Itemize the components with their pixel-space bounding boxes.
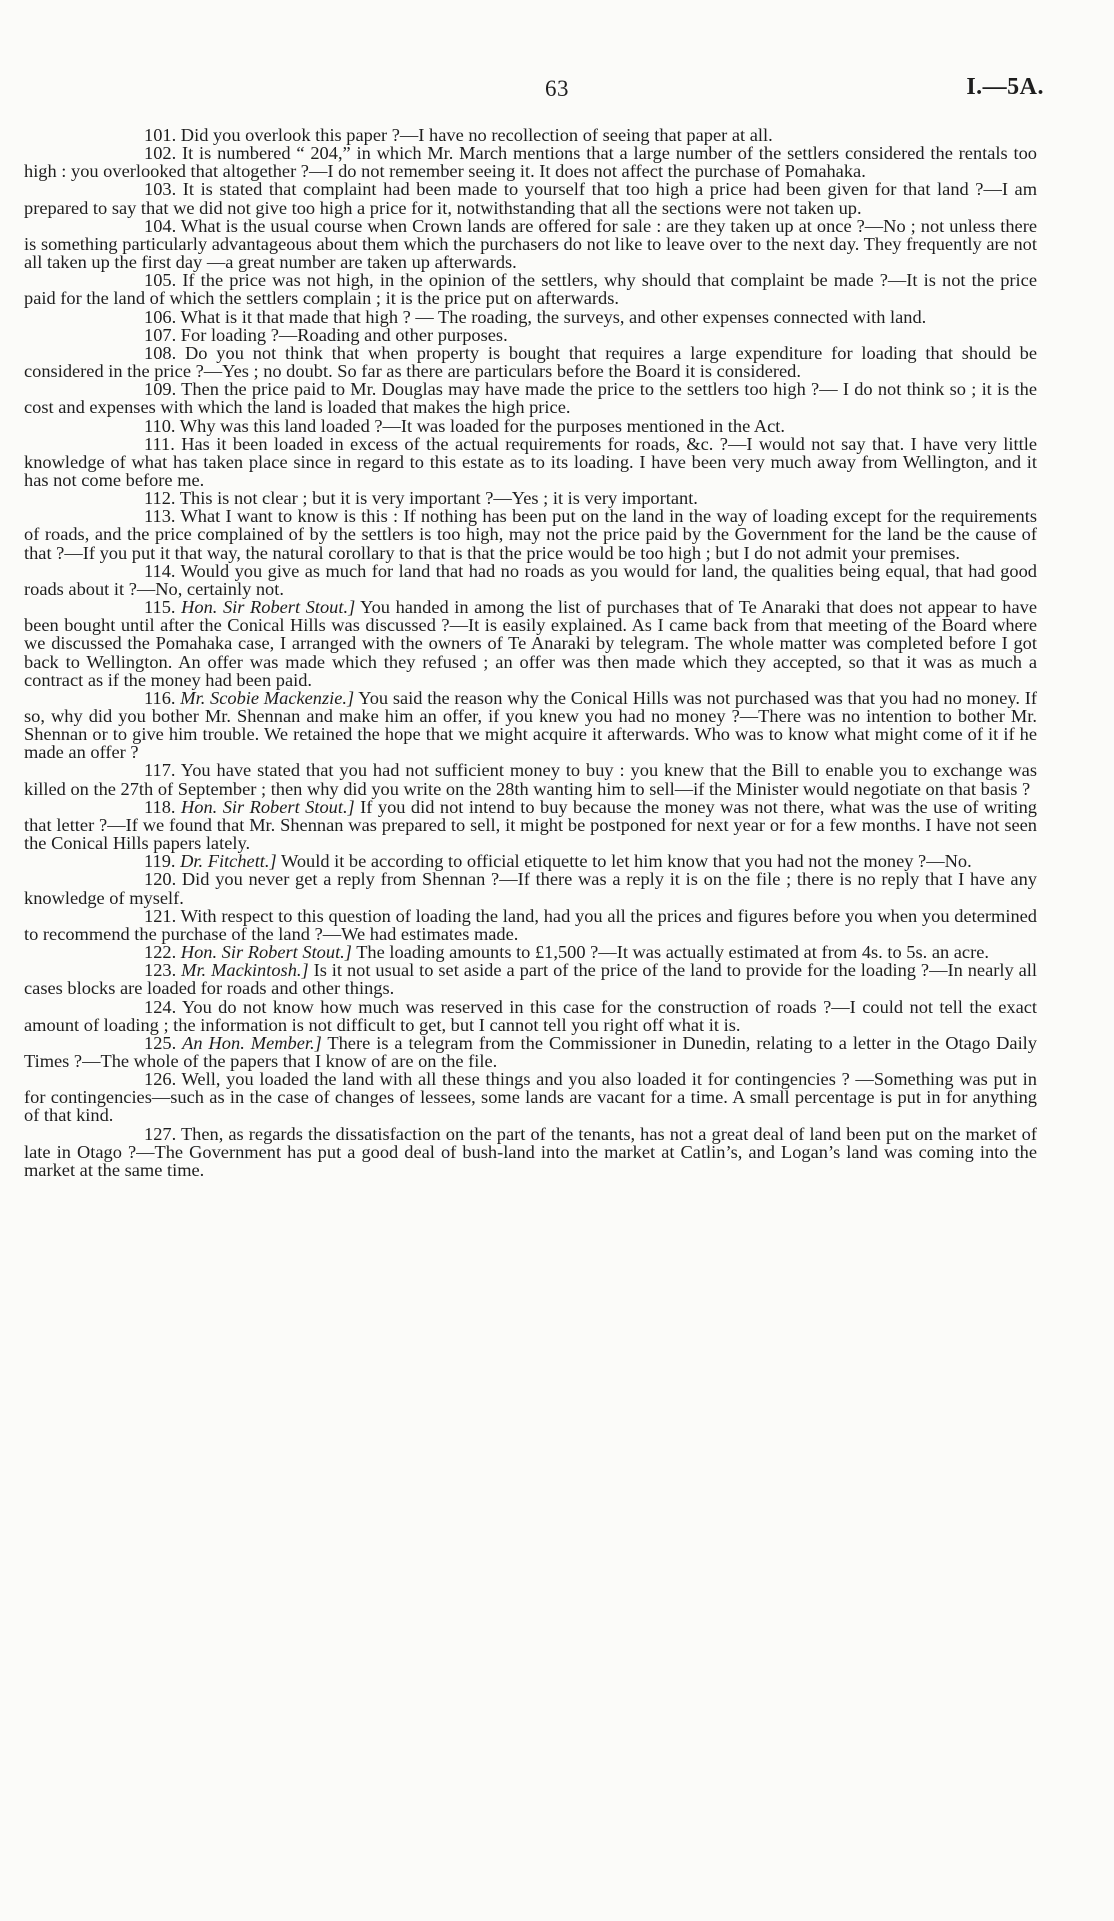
question-number: 126. bbox=[144, 1069, 177, 1090]
question-answer-text: Then the price paid to Mr. Douglas may have made the price to the settlers too high ?— I do not think so ; it is the cost and expenses with which the land is loaded that makes the high price. bbox=[24, 379, 1037, 418]
speaker-name: Mr. Scobie Mackenzie.] bbox=[180, 687, 355, 708]
testimony-paragraph bbox=[24, 144, 1037, 180]
question-number: 121. bbox=[144, 905, 177, 926]
testimony-paragraph bbox=[24, 180, 1037, 216]
testimony-paragraph bbox=[24, 344, 1037, 380]
testimony-body bbox=[24, 126, 1037, 1179]
question-answer-text: There is a telegram from the Commissioner in Dunedin, relating to a letter in the Otago Daily Times ?—The whole of the papers that I know of are on the file. bbox=[24, 1032, 1037, 1071]
question-answer-text: You have stated that you had not sufficient money to buy : you knew that the Bill to enable you to exchange was killed on the 27th of September ; then why did you write on the 28th wanting him to sell—if the Minister would negotiate on that basis ? bbox=[24, 760, 1037, 799]
document-reference: I.—5A. bbox=[966, 74, 1044, 100]
question-answer-text: If you did not intend to buy because the money was not there, what was the use of writing that letter ?—If we found that Mr. Shennan was prepared to sell, it might be postponed for next year or for a few months. I have not seen the Conical Hills papers lately. bbox=[24, 796, 1038, 854]
question-answer-text: What I want to know is this : If nothing has been put on the land in the way of loading except for the requirements of roads, and the price complained of by the settlers is too high, may not the price paid by the Government for the land be the cause of that ?—If you put it that way, the natural corollary to that is that the price would be too high ; but I do not admit your premises. bbox=[24, 506, 1038, 563]
testimony-paragraph bbox=[24, 217, 1037, 271]
question-number: 116. bbox=[144, 687, 176, 708]
question-answer-text: If the price was not high, in the opinion of the settlers, why should that complaint be made ?—It is not the price paid for the land of which the settlers complain ; it is the price put on afterwards. bbox=[24, 270, 1037, 309]
testimony-paragraph bbox=[24, 126, 1037, 144]
speaker-name: Hon. Sir Robert Stout.] bbox=[180, 942, 352, 963]
question-number: 113. bbox=[144, 506, 176, 527]
speaker-name: Hon. Sir Robert Stout.] bbox=[181, 597, 356, 618]
testimony-paragraph bbox=[24, 1034, 1037, 1070]
question-answer-text: You handed in among the list of purchases that of Te Anaraki that does not appear to have been bought until after the Conical Hills was discussed ?—It is easily explained. As I came back from that meeting of the Board where we discussed the Pomahaka case, I arranged with the owners of Te Anaraki by telegram. The whole matter was completed before I got back to Wellington. An offer was made which they refused ; an offer was then made which they accepted, so that it was as much a contract as if the money had been paid. bbox=[24, 597, 1037, 690]
question-answer-text: Is it not usual to set aside a part of the price of the land to provide for the loading ?—In nearly all cases blocks are loaded for roads and other things. bbox=[24, 960, 1037, 999]
testimony-paragraph bbox=[24, 1125, 1037, 1179]
question-number: 102. bbox=[144, 143, 177, 164]
question-number: 123. bbox=[144, 960, 177, 981]
question-number: 104. bbox=[144, 215, 177, 236]
testimony-paragraph bbox=[24, 326, 1037, 344]
question-answer-text: For loading ?—Roading and other purposes. bbox=[180, 324, 508, 345]
question-number: 127. bbox=[144, 1123, 177, 1144]
question-answer-text: Do you not think that when property is bought that requires a large expenditure for loading that should be considered in the price ?—Yes ; no doubt. So far as there are particulars before the Board it is considered. bbox=[24, 342, 1037, 382]
testimony-paragraph bbox=[24, 907, 1037, 943]
testimony-paragraph bbox=[24, 489, 1037, 507]
question-answer-text: Then, as regards the dissatisfaction on the part of the tenants, has not a great deal of land been put on the market of late in Otago ?—The Government has put a good deal of bush-land into the market at Catlin’s, and Logan’s land was coming into the market at the same time. bbox=[24, 1123, 1038, 1180]
question-number: 119. bbox=[144, 851, 176, 872]
question-answer-text: You do not know how much was reserved in this case for the construction of roads ?—I could not tell the exact amount of loading ; the information is not difficult to get, but I cannot tell you right off what it is. bbox=[24, 996, 1038, 1035]
question-answer-text: It is stated that complaint had been made to yourself that too high a price had been given for that land ?—I am prepared to say that we did not give too high a price for it, notwithstanding that all the sections were not taken up. bbox=[24, 179, 1037, 218]
question-number: 106. bbox=[144, 306, 177, 327]
question-answer-text: Did you never get a reply from Shennan ?—If there was a reply it is on the file ; there is no reply that I have any knowledge of myself. bbox=[24, 869, 1037, 908]
testimony-paragraph bbox=[24, 417, 1037, 435]
question-number: 101. bbox=[144, 125, 177, 145]
question-answer-text: Would it be according to official etiquette to let him know that you had not the money ?—No. bbox=[280, 851, 972, 872]
question-answer-text: Why was this land loaded ?—It was loaded for the purposes mentioned in the Act. bbox=[179, 415, 785, 436]
question-number: 111. bbox=[144, 433, 175, 454]
testimony-paragraph bbox=[24, 870, 1037, 906]
testimony-paragraph bbox=[24, 308, 1037, 326]
testimony-paragraph bbox=[24, 435, 1037, 489]
question-number: 115. bbox=[144, 597, 176, 618]
question-number: 103. bbox=[144, 179, 177, 200]
testimony-paragraph bbox=[24, 271, 1037, 307]
testimony-paragraph bbox=[24, 961, 1037, 997]
question-number: 118. bbox=[144, 796, 176, 817]
testimony-paragraph bbox=[24, 998, 1037, 1034]
question-answer-text: With respect to this question of loading the land, had you all the prices and figures before you when you determined to recommend the purchase of the land ?—We had estimates made. bbox=[24, 905, 1037, 944]
speaker-name: An Hon. Member.] bbox=[182, 1032, 322, 1053]
question-answer-text: This is not clear ; but it is very important ?—Yes ; it is very important. bbox=[179, 488, 698, 509]
question-number: 117. bbox=[144, 760, 176, 781]
question-answer-text: Would you give as much for land that had no roads as you would for land, the qualities being equal, that had good roads about it ?—No, certainly not. bbox=[24, 560, 1037, 599]
question-number: 110. bbox=[144, 415, 176, 436]
question-number: 109. bbox=[144, 379, 177, 400]
testimony-paragraph bbox=[24, 689, 1037, 762]
question-answer-text: What is the usual course when Crown lands are offered for sale : are they taken up at once ?—No ; not unless there is something particularly advantageous about them which the purchasers do not like to leave over to the next day. They frequently are not all taken up the first day —a great number are taken up afterwards. bbox=[24, 215, 1037, 273]
question-number: 108. bbox=[144, 342, 177, 363]
speaker-name: Hon. Sir Robert Stout.] bbox=[180, 796, 355, 817]
question-answer-text: The loading amounts to £1,500 ?—It was actually estimated at from 4s. to 5s. an acre. bbox=[356, 942, 989, 963]
testimony-paragraph bbox=[24, 562, 1037, 598]
testimony-paragraph bbox=[24, 852, 1037, 870]
question-number: 114. bbox=[144, 560, 176, 581]
question-answer-text: What is it that made that high ? — The roading, the surveys, and other expenses connected with land. bbox=[180, 306, 927, 327]
question-number: 125. bbox=[144, 1032, 177, 1053]
question-number: 105. bbox=[144, 270, 177, 291]
question-number: 120. bbox=[144, 869, 177, 890]
question-number: 112. bbox=[144, 488, 176, 509]
testimony-paragraph bbox=[24, 598, 1037, 689]
testimony-paragraph bbox=[24, 380, 1037, 416]
testimony-paragraph bbox=[24, 943, 1037, 961]
question-answer-text: You said the reason why the Conical Hills was not purchased was that you had no money. If so, why did you bother Mr. Shennan and make him an offer, if you knew you had no money ?—There was no intention to bother Mr. Shennan or to give him trouble. We retained the hope that we might acquire it afterwards. Who was to know what might come of it if he made an offer ? bbox=[24, 687, 1037, 763]
question-number: 107. bbox=[144, 324, 177, 345]
question-answer-text: It is numbered “ 204,” in which Mr. March mentions that a large number of the settlers considered the rentals too high : you overlooked that altogether ?—I do not remember seeing it. It does not affect the purchase of Pomahaka. bbox=[24, 143, 1037, 182]
testimony-paragraph bbox=[24, 798, 1037, 852]
question-answer-text: Has it been loaded in excess of the actual requirements for roads, &c. ?—I would not say that. I have very little knowledge of what has taken place since in regard to this estate as to its loading. I have been very much away from Wellington, and it has not come before me. bbox=[24, 433, 1037, 490]
question-answer-text: Well, you loaded the land with all these things and you also loaded it for contingencies ? —Something was put in for contingencies—such as in the case of changes of lessees, some lands are vacant for a time. A small percentage is put in for anything of that kind. bbox=[24, 1069, 1037, 1126]
question-number: 122. bbox=[144, 942, 177, 963]
speaker-name: Mr. Mackintosh.] bbox=[181, 960, 309, 981]
testimony-paragraph bbox=[24, 507, 1037, 561]
question-answer-text: Did you overlook this paper ?—I have no recollection of seeing that paper at all. bbox=[180, 125, 773, 145]
page-number: 63 bbox=[545, 76, 569, 101]
testimony-paragraph bbox=[24, 761, 1037, 797]
question-number: 124. bbox=[144, 996, 177, 1017]
speaker-name: Dr. Fitchett.] bbox=[180, 851, 277, 872]
testimony-paragraph bbox=[24, 1070, 1037, 1124]
